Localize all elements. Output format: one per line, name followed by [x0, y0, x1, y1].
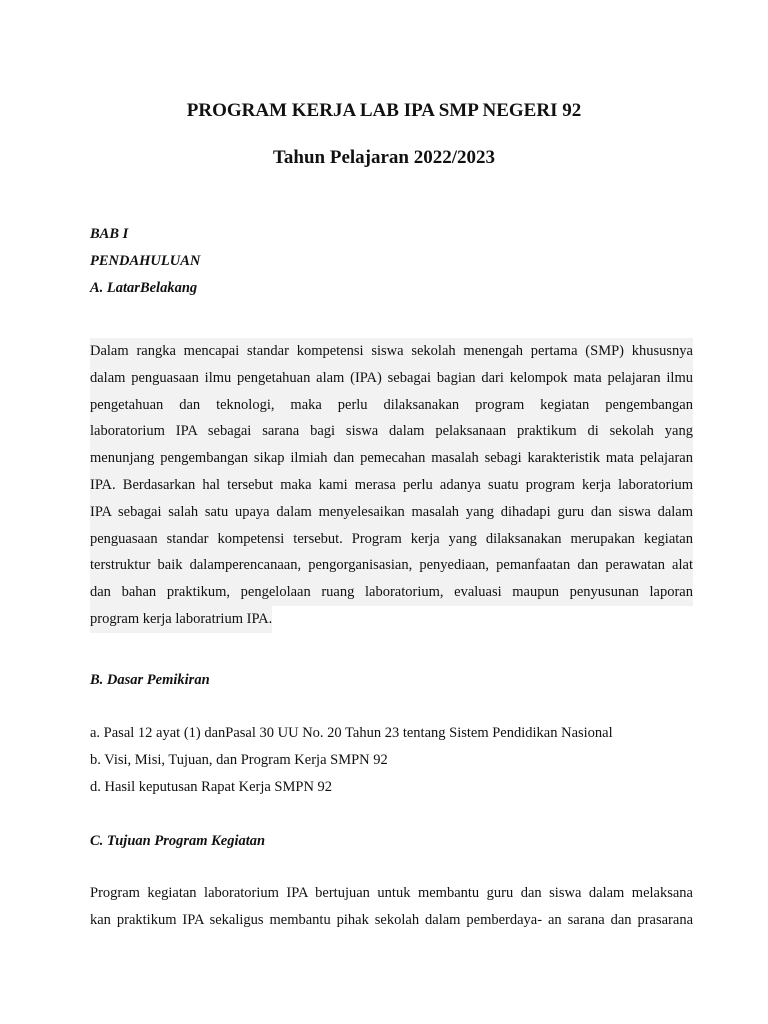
paragraph-line: penguasaan standar kompetensi tersebut. Program kerja yang dilaksanakan merupakan kegiatan	[90, 526, 693, 553]
list-item: d. Hasil keputusan Rapat Kerja SMPN 92	[90, 779, 333, 795]
paragraph-line: program kerja laboratrium IPA.	[90, 606, 272, 633]
section-a-heading: A. LatarBelakang	[90, 280, 198, 296]
basis-list	[90, 720, 613, 801]
paragraph-line: pengetahuan dan teknologi, maka perlu dilaksanakan program kegiatan pengembangan	[90, 392, 693, 419]
paragraph-line: IPA. Berdasarkan hal tersebut maka kami merasa perlu adanya suatu program kerja laboratorium	[90, 472, 693, 499]
section-a-paragraph	[90, 338, 693, 633]
paragraph-line: laboratorium IPA sebagai sarana bagi siswa dalam pelaksanaan praktikum di sekolah yang	[90, 418, 693, 445]
paragraph-line: menunjang pengembangan sikap ilmiah dan pemecahan masalah sebagi karakteristik mata pelajaran	[90, 445, 693, 472]
paragraph-line: IPA sebagai salah satu upaya dalam menyelesaikan masalah yang dihadapi guru dan siswa dalam	[90, 499, 693, 526]
document-title: PROGRAM KERJA LAB IPA SMP NEGERI 92	[186, 100, 582, 121]
section-c-heading: C. Tujuan Program Kegiatan	[90, 833, 266, 849]
chapter-title: PENDAHULUAN	[90, 253, 201, 269]
paragraph-line: terstruktur baik dalamperencanaan, pengorganisasian, penyediaan, pemanfaatan dan perawatan alat	[90, 552, 693, 579]
section-b-heading: B. Dasar Pemikiran	[90, 672, 210, 688]
section-c-paragraph	[90, 880, 693, 934]
paragraph-line: Dalam rangka mencapai standar kompetensi siswa sekolah menengah pertama (SMP) khususnya	[90, 338, 693, 365]
document-subtitle: Tahun Pelajaran 2022/2023	[272, 147, 496, 168]
list-item: a. Pasal 12 ayat (1) danPasal 30 UU No. 20 Tahun 23 tentang Sistem Pendidikan Nasional	[90, 725, 613, 741]
paragraph-line: dan bahan praktikum, pengelolaan ruang laboratorium, evaluasi maupun penyusunan laporan	[90, 579, 693, 606]
list-item: b. Visi, Misi, Tujuan, dan Program Kerja SMPN 92	[90, 752, 388, 768]
paragraph-line: kan praktikum IPA sekaligus membantu pihak sekolah dalam pemberdaya- an sarana dan prasarana	[90, 911, 693, 928]
chapter-number: BAB I	[90, 226, 129, 242]
paragraph-line: Program kegiatan laboratorium IPA bertujuan untuk membantu guru dan siswa dalam melaksana	[90, 885, 693, 901]
paragraph-line: dalam penguasaan ilmu pengetahuan alam (IPA) sebagai bagian dari kelompok mata pelajaran ilmu	[90, 365, 693, 392]
